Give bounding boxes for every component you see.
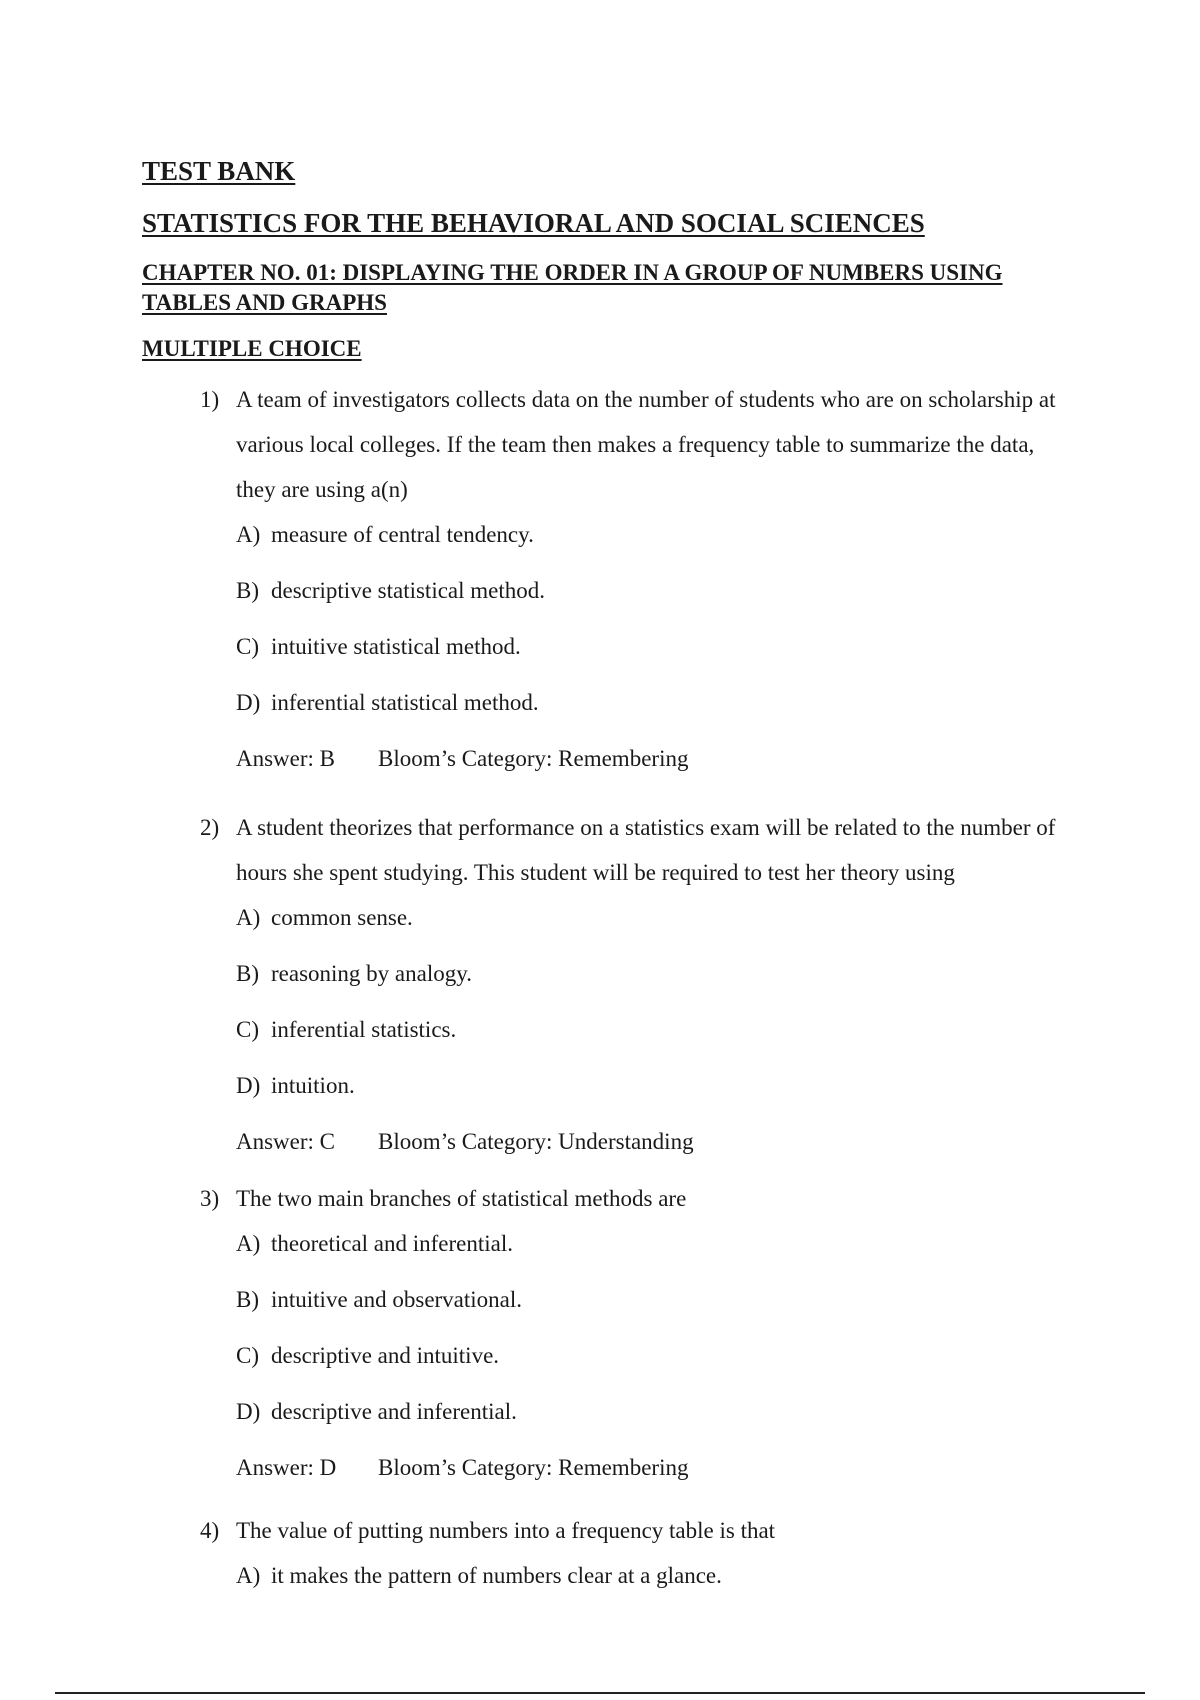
answer-row (236, 1453, 1070, 1483)
answer-key: Answer: B (236, 746, 336, 771)
footer-divider (55, 1692, 1145, 1694)
option-letter: C) (236, 1343, 259, 1368)
option-text: theoretical and inferential. (271, 1231, 514, 1256)
option-item (236, 688, 1070, 744)
option-item (236, 1229, 1070, 1285)
option-text: intuitive and observational. (271, 1287, 523, 1312)
answer-row (236, 744, 1070, 774)
answer-key: Answer: D (236, 1455, 337, 1480)
option-text: intuition. (271, 1073, 355, 1098)
bloom-category: Bloom’s Category: Remembering (378, 746, 689, 771)
option-list (236, 1229, 1070, 1453)
option-text: descriptive and inferential. (271, 1399, 517, 1424)
option-letter: C) (236, 1017, 259, 1042)
option-list (236, 903, 1070, 1127)
question-4 (200, 1508, 1070, 1617)
option-list (236, 520, 1070, 744)
bloom-category: Bloom’s Category: Remembering (378, 1455, 689, 1480)
option-text: descriptive and intuitive. (271, 1343, 500, 1368)
question-text: A team of investigators collects data on the number of students who are on scholarship at various local colleges. If the team then makes a frequency table to summarize the data, they are using a(n) (236, 387, 1056, 502)
option-letter: C) (236, 634, 259, 659)
option-item (236, 576, 1070, 632)
book-title: STATISTICS FOR THE BEHAVIORAL AND SOCIAL SCIENCES (142, 208, 925, 238)
section-title: MULTIPLE CHOICE (142, 336, 362, 361)
answer-row (236, 1127, 1070, 1157)
option-item (236, 1071, 1070, 1127)
option-item (236, 959, 1070, 1015)
option-letter: A) (236, 905, 261, 930)
option-letter: B) (236, 578, 259, 603)
option-letter: D) (236, 1399, 261, 1424)
option-item (236, 903, 1070, 959)
option-text: inferential statistical method. (271, 690, 539, 715)
option-text: it makes the pattern of numbers clear at a glance. (271, 1563, 722, 1588)
option-text: reasoning by analogy. (271, 961, 472, 986)
question-number: 2) (200, 815, 220, 840)
question-1 (200, 377, 1070, 774)
option-item (236, 1341, 1070, 1397)
option-text: common sense. (271, 905, 413, 930)
document-title: TEST BANK (142, 156, 296, 186)
option-letter: D) (236, 690, 261, 715)
option-list (236, 1561, 1070, 1617)
option-item (236, 1015, 1070, 1071)
option-letter: B) (236, 1287, 259, 1312)
option-letter: A) (236, 522, 261, 547)
chapter-title: CHAPTER NO. 01: DISPLAYING THE ORDER IN A GROUP OF NUMBERS USING TABLES AND GRAPHS (142, 260, 1003, 315)
option-item (236, 520, 1070, 576)
option-text: descriptive statistical method. (271, 578, 546, 603)
option-item (236, 1285, 1070, 1341)
answer-key: Answer: C (236, 1129, 336, 1154)
option-letter: B) (236, 961, 259, 986)
question-text: The two main branches of statistical methods are (236, 1186, 687, 1211)
option-letter: A) (236, 1231, 261, 1256)
option-text: measure of central tendency. (271, 522, 534, 547)
question-3 (200, 1176, 1070, 1483)
question-2 (200, 805, 1070, 1157)
option-text: intuitive statistical method. (271, 634, 521, 659)
option-item (236, 1397, 1070, 1453)
option-text: inferential statistics. (271, 1017, 457, 1042)
question-text: A student theorizes that performance on a statistics exam will be related to the number of hours she spent studying. This student will be required to test her theory using (236, 815, 1056, 885)
question-number: 1) (200, 387, 220, 412)
option-letter: A) (236, 1563, 261, 1588)
question-number: 3) (200, 1186, 220, 1211)
option-item (236, 632, 1070, 688)
option-item (236, 1561, 1070, 1617)
question-text: The value of putting numbers into a frequency table is that (236, 1518, 776, 1543)
option-letter: D) (236, 1073, 261, 1098)
question-number: 4) (200, 1518, 220, 1543)
bloom-category: Bloom’s Category: Understanding (378, 1129, 694, 1154)
